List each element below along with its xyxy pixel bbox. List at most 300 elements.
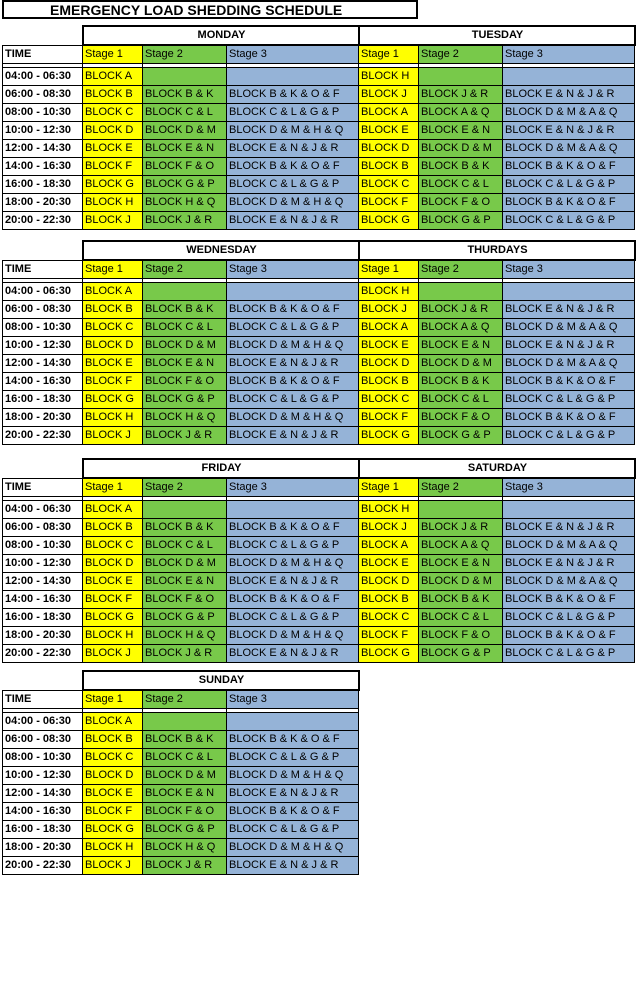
stage-3-cell: BLOCK D & M & H & Q: [227, 194, 359, 212]
schedule-row: [3, 785, 359, 803]
stage-2-cell: BLOCK B & K: [419, 158, 503, 176]
time-slot: 14:00 - 16:30: [3, 591, 83, 609]
stage-1-cell: BLOCK F: [359, 627, 419, 645]
stage-3-cell: BLOCK D & M & H & Q: [227, 839, 359, 857]
time-header: TIME: [3, 690, 83, 709]
schedule-row: [3, 122, 635, 140]
stage-2-cell: BLOCK E & N: [143, 355, 227, 373]
stage-3-cell: BLOCK D & M & A & Q: [503, 104, 635, 122]
schedule-row: [3, 427, 635, 445]
stage-2-cell: BLOCK F & O: [419, 627, 503, 645]
stage-2-cell: BLOCK B & K: [143, 519, 227, 537]
stage-1-cell: BLOCK B: [359, 158, 419, 176]
stage-1-cell: BLOCK G: [83, 609, 143, 627]
stage-1-cell: BLOCK C: [83, 749, 143, 767]
stage-1-cell: BLOCK B: [83, 86, 143, 104]
time-slot: 06:00 - 08:30: [3, 86, 83, 104]
stage-3-cell: BLOCK B & K & O & F: [503, 373, 635, 391]
time-slot: 12:00 - 14:30: [3, 140, 83, 158]
time-slot: 14:00 - 16:30: [3, 158, 83, 176]
schedule-row: [3, 337, 635, 355]
stage-1-cell: BLOCK F: [83, 803, 143, 821]
time-slot: 18:00 - 20:30: [3, 839, 83, 857]
stage-1-cell: BLOCK J: [83, 857, 143, 875]
stage-1-cell: BLOCK E: [359, 555, 419, 573]
stage-1-cell: BLOCK E: [83, 355, 143, 373]
stage-2-cell: BLOCK G & P: [419, 645, 503, 663]
time-slot: 18:00 - 20:30: [3, 194, 83, 212]
stage-2-cell: BLOCK C & L: [419, 391, 503, 409]
stage-1-cell: BLOCK D: [359, 355, 419, 373]
stage-1-cell: BLOCK B: [83, 301, 143, 319]
stage-3-cell: BLOCK C & L & G & P: [227, 749, 359, 767]
stage-1-cell: BLOCK A: [359, 319, 419, 337]
stage-2-header: Stage 2: [143, 690, 227, 709]
stage-1-header: Stage 1: [83, 260, 143, 279]
stage-1-cell: BLOCK F: [83, 591, 143, 609]
stage-1-cell: BLOCK B: [359, 591, 419, 609]
stage-1-cell: BLOCK E: [359, 122, 419, 140]
stage-2-cell: BLOCK G & P: [143, 176, 227, 194]
stage-2-cell: BLOCK J & R: [143, 212, 227, 230]
stage-2-cell: [143, 283, 227, 301]
schedule-row: [3, 821, 359, 839]
stage-3-cell: BLOCK E & N & J & R: [227, 645, 359, 663]
stage-3-cell: BLOCK E & N & J & R: [227, 857, 359, 875]
time-slot: 20:00 - 22:30: [3, 857, 83, 875]
schedule-row: [3, 591, 635, 609]
stage-2-cell: BLOCK C & L: [143, 749, 227, 767]
schedule-row: [3, 104, 635, 122]
stage-1-cell: BLOCK F: [359, 194, 419, 212]
schedule-row: [3, 767, 359, 785]
header-spacer: [3, 671, 83, 690]
stage-3-cell: BLOCK E & N & J & R: [227, 573, 359, 591]
time-slot: 20:00 - 22:30: [3, 645, 83, 663]
day-header: SATURDAY: [359, 459, 635, 478]
time-header: TIME: [3, 260, 83, 279]
stage-2-cell: BLOCK F & O: [419, 409, 503, 427]
schedule-row: [3, 749, 359, 767]
stage-3-cell: [503, 283, 635, 301]
schedule-row: [3, 519, 635, 537]
stage-3-header: Stage 3: [503, 478, 635, 497]
schedule-row: [3, 555, 635, 573]
time-slot: 10:00 - 12:30: [3, 767, 83, 785]
stage-1-header: Stage 1: [359, 45, 419, 64]
stage-3-cell: BLOCK D & M & H & Q: [227, 409, 359, 427]
stage-1-cell: BLOCK J: [359, 86, 419, 104]
stage-3-cell: BLOCK B & K & O & F: [227, 731, 359, 749]
schedule-block: [2, 670, 360, 875]
time-slot: 16:00 - 18:30: [3, 176, 83, 194]
stage-3-header: Stage 3: [227, 690, 359, 709]
time-slot: 12:00 - 14:30: [3, 355, 83, 373]
stage-2-cell: BLOCK G & P: [143, 821, 227, 839]
stage-3-cell: BLOCK C & L & G & P: [227, 537, 359, 555]
time-slot: 08:00 - 10:30: [3, 104, 83, 122]
time-slot: 20:00 - 22:30: [3, 212, 83, 230]
stage-1-cell: BLOCK H: [359, 501, 419, 519]
stage-2-cell: [419, 283, 503, 301]
stage-2-cell: BLOCK D & M: [419, 355, 503, 373]
stage-3-cell: BLOCK D & M & H & Q: [227, 122, 359, 140]
stage-2-cell: [143, 713, 227, 731]
stage-3-header: Stage 3: [227, 260, 359, 279]
time-slot: 04:00 - 06:30: [3, 283, 83, 301]
stage-1-cell: BLOCK B: [83, 519, 143, 537]
stage-1-cell: BLOCK A: [83, 713, 143, 731]
stage-1-cell: BLOCK G: [83, 391, 143, 409]
stage-2-cell: BLOCK J & R: [419, 86, 503, 104]
stage-2-cell: BLOCK A & Q: [419, 104, 503, 122]
stage-1-cell: BLOCK J: [359, 519, 419, 537]
stage-1-header: Stage 1: [359, 478, 419, 497]
stage-2-cell: BLOCK D & M: [143, 767, 227, 785]
schedule-row: [3, 140, 635, 158]
stage-2-cell: BLOCK B & K: [419, 591, 503, 609]
day-header: SUNDAY: [83, 671, 359, 690]
stage-2-cell: BLOCK H & Q: [143, 194, 227, 212]
stage-2-cell: BLOCK J & R: [419, 519, 503, 537]
stage-1-cell: BLOCK F: [83, 373, 143, 391]
stage-3-cell: [503, 501, 635, 519]
stage-3-cell: BLOCK B & K & O & F: [503, 591, 635, 609]
stage-1-header: Stage 1: [83, 690, 143, 709]
stage-3-cell: BLOCK D & M & A & Q: [503, 355, 635, 373]
header-spacer: [3, 459, 83, 478]
stage-2-cell: [419, 501, 503, 519]
stage-1-cell: BLOCK C: [83, 104, 143, 122]
stage-3-cell: BLOCK C & L & G & P: [503, 427, 635, 445]
stage-3-cell: BLOCK E & N & J & R: [227, 140, 359, 158]
stage-3-cell: BLOCK B & K & O & F: [227, 86, 359, 104]
day-header: WEDNESDAY: [83, 241, 359, 260]
stage-3-cell: BLOCK C & L & G & P: [227, 821, 359, 839]
schedule-row: [3, 194, 635, 212]
stage-1-cell: BLOCK A: [83, 68, 143, 86]
stage-3-cell: BLOCK D & M & A & Q: [503, 140, 635, 158]
stage-1-cell: BLOCK E: [83, 140, 143, 158]
stage-2-cell: BLOCK E & N: [143, 573, 227, 591]
stage-2-cell: BLOCK F & O: [143, 158, 227, 176]
stage-2-header: Stage 2: [143, 478, 227, 497]
stage-3-cell: BLOCK D & M & A & Q: [503, 537, 635, 555]
stage-1-header: Stage 1: [83, 478, 143, 497]
schedule-row: [3, 609, 635, 627]
stage-3-cell: BLOCK E & N & J & R: [503, 86, 635, 104]
stage-2-cell: BLOCK E & N: [143, 140, 227, 158]
stage-1-cell: BLOCK A: [83, 501, 143, 519]
time-slot: 10:00 - 12:30: [3, 555, 83, 573]
stage-1-cell: BLOCK D: [83, 555, 143, 573]
stage-3-cell: BLOCK D & M & A & Q: [503, 319, 635, 337]
stage-3-header: Stage 3: [227, 45, 359, 64]
stage-1-cell: BLOCK C: [83, 319, 143, 337]
time-slot: 04:00 - 06:30: [3, 713, 83, 731]
schedule-row: [3, 86, 635, 104]
stage-3-cell: BLOCK B & K & O & F: [227, 301, 359, 319]
stage-2-cell: BLOCK J & R: [143, 427, 227, 445]
time-slot: 20:00 - 22:30: [3, 427, 83, 445]
stage-3-cell: BLOCK C & L & G & P: [503, 609, 635, 627]
time-slot: 16:00 - 18:30: [3, 391, 83, 409]
stage-2-cell: BLOCK C & L: [143, 319, 227, 337]
stage-3-cell: BLOCK C & L & G & P: [227, 391, 359, 409]
stage-3-cell: BLOCK C & L & G & P: [503, 645, 635, 663]
time-header: TIME: [3, 478, 83, 497]
stage-2-cell: BLOCK D & M: [143, 337, 227, 355]
stage-1-cell: BLOCK F: [359, 409, 419, 427]
stage-3-cell: BLOCK D & M & H & Q: [227, 627, 359, 645]
time-slot: 08:00 - 10:30: [3, 537, 83, 555]
stage-1-cell: BLOCK D: [359, 573, 419, 591]
stage-1-cell: BLOCK C: [359, 609, 419, 627]
stage-2-cell: BLOCK G & P: [419, 427, 503, 445]
stage-2-header: Stage 2: [419, 478, 503, 497]
stage-2-cell: BLOCK F & O: [143, 373, 227, 391]
schedule-block: [2, 25, 636, 230]
stage-1-cell: BLOCK A: [359, 537, 419, 555]
stage-3-cell: BLOCK B & K & O & F: [503, 194, 635, 212]
time-slot: 08:00 - 10:30: [3, 749, 83, 767]
schedule-row: [3, 573, 635, 591]
stage-3-cell: BLOCK E & N & J & R: [503, 337, 635, 355]
schedule-row: [3, 803, 359, 821]
schedule-row: [3, 158, 635, 176]
stage-2-cell: BLOCK J & R: [143, 645, 227, 663]
stage-2-cell: BLOCK J & R: [143, 857, 227, 875]
schedule-row: [3, 731, 359, 749]
stage-1-cell: BLOCK E: [83, 573, 143, 591]
stage-1-cell: BLOCK A: [83, 283, 143, 301]
stage-2-cell: BLOCK C & L: [143, 537, 227, 555]
stage-1-cell: BLOCK E: [83, 785, 143, 803]
schedule-row: [3, 839, 359, 857]
day-header: MONDAY: [83, 26, 359, 45]
stage-1-header: Stage 1: [83, 45, 143, 64]
time-slot: 12:00 - 14:30: [3, 573, 83, 591]
stage-2-cell: BLOCK J & R: [419, 301, 503, 319]
stage-1-cell: BLOCK G: [359, 212, 419, 230]
stage-1-cell: BLOCK H: [83, 194, 143, 212]
stage-1-cell: BLOCK D: [83, 767, 143, 785]
time-slot: 12:00 - 14:30: [3, 785, 83, 803]
day-header: TUESDAY: [359, 26, 635, 45]
stage-2-cell: BLOCK A & Q: [419, 537, 503, 555]
time-slot: 16:00 - 18:30: [3, 609, 83, 627]
time-slot: 14:00 - 16:30: [3, 373, 83, 391]
schedule-row: [3, 645, 635, 663]
stage-3-cell: BLOCK C & L & G & P: [227, 609, 359, 627]
stage-1-cell: BLOCK H: [83, 839, 143, 857]
stage-2-cell: BLOCK D & M: [419, 140, 503, 158]
stage-1-cell: BLOCK H: [83, 627, 143, 645]
stage-2-header: Stage 2: [143, 260, 227, 279]
stage-3-cell: BLOCK B & K & O & F: [503, 409, 635, 427]
stage-3-cell: BLOCK E & N & J & R: [503, 122, 635, 140]
stage-1-header: Stage 1: [359, 260, 419, 279]
schedule-row: [3, 319, 635, 337]
stage-1-cell: BLOCK D: [359, 140, 419, 158]
stage-3-cell: BLOCK C & L & G & P: [503, 176, 635, 194]
time-slot: 04:00 - 06:30: [3, 68, 83, 86]
stage-1-cell: BLOCK G: [359, 427, 419, 445]
stage-1-cell: BLOCK G: [83, 176, 143, 194]
stage-2-cell: BLOCK C & L: [419, 176, 503, 194]
stage-2-cell: BLOCK C & L: [419, 609, 503, 627]
stage-3-cell: BLOCK B & K & O & F: [227, 803, 359, 821]
schedule-row: [3, 212, 635, 230]
stage-3-cell: [227, 68, 359, 86]
time-slot: 14:00 - 16:30: [3, 803, 83, 821]
stage-2-cell: BLOCK D & M: [419, 573, 503, 591]
stage-2-cell: BLOCK H & Q: [143, 839, 227, 857]
stage-1-cell: BLOCK H: [359, 283, 419, 301]
stage-1-cell: BLOCK E: [359, 337, 419, 355]
stage-3-cell: BLOCK D & M & H & Q: [227, 767, 359, 785]
stage-1-cell: BLOCK F: [83, 158, 143, 176]
time-slot: 18:00 - 20:30: [3, 627, 83, 645]
stage-2-cell: BLOCK E & N: [419, 337, 503, 355]
stage-2-cell: BLOCK F & O: [419, 194, 503, 212]
stage-3-cell: BLOCK E & N & J & R: [503, 555, 635, 573]
schedule-row: [3, 409, 635, 427]
time-slot: 18:00 - 20:30: [3, 409, 83, 427]
time-slot: 16:00 - 18:30: [3, 821, 83, 839]
stage-3-cell: BLOCK D & M & H & Q: [227, 555, 359, 573]
day-header: THURDAYS: [359, 241, 635, 260]
stage-2-cell: BLOCK B & K: [419, 373, 503, 391]
stage-3-cell: BLOCK E & N & J & R: [227, 355, 359, 373]
day-header: FRIDAY: [83, 459, 359, 478]
stage-3-cell: BLOCK B & K & O & F: [227, 519, 359, 537]
stage-2-cell: BLOCK B & K: [143, 731, 227, 749]
schedule-row: [3, 373, 635, 391]
time-slot: 06:00 - 08:30: [3, 731, 83, 749]
stage-1-cell: BLOCK C: [359, 176, 419, 194]
stage-2-header: Stage 2: [143, 45, 227, 64]
stage-3-cell: BLOCK C & L & G & P: [503, 391, 635, 409]
stage-2-cell: BLOCK E & N: [143, 785, 227, 803]
schedule-row: [3, 301, 635, 319]
stage-2-cell: BLOCK G & P: [143, 391, 227, 409]
header-spacer: [3, 241, 83, 260]
time-slot: 10:00 - 12:30: [3, 122, 83, 140]
stage-3-cell: BLOCK B & K & O & F: [227, 591, 359, 609]
stage-3-cell: [503, 68, 635, 86]
stage-2-cell: BLOCK E & N: [419, 122, 503, 140]
stage-1-cell: BLOCK G: [83, 821, 143, 839]
stage-2-cell: BLOCK A & Q: [419, 319, 503, 337]
stage-1-cell: BLOCK J: [359, 301, 419, 319]
stage-3-cell: BLOCK B & K & O & F: [227, 158, 359, 176]
stage-2-cell: [143, 68, 227, 86]
stage-3-cell: BLOCK B & K & O & F: [503, 627, 635, 645]
schedule-row: [3, 176, 635, 194]
stage-3-cell: BLOCK B & K & O & F: [503, 158, 635, 176]
stage-2-cell: BLOCK C & L: [143, 104, 227, 122]
stage-1-cell: BLOCK J: [83, 645, 143, 663]
stage-2-cell: [419, 68, 503, 86]
stage-1-cell: BLOCK C: [83, 537, 143, 555]
time-header: TIME: [3, 45, 83, 64]
stage-3-cell: BLOCK C & L & G & P: [227, 176, 359, 194]
stage-3-cell: BLOCK C & L & G & P: [503, 212, 635, 230]
schedule-row: [3, 355, 635, 373]
time-slot: 06:00 - 08:30: [3, 301, 83, 319]
time-slot: 08:00 - 10:30: [3, 319, 83, 337]
stage-1-cell: BLOCK C: [359, 391, 419, 409]
stage-1-cell: BLOCK H: [359, 68, 419, 86]
stage-2-cell: BLOCK D & M: [143, 555, 227, 573]
stage-2-cell: [143, 501, 227, 519]
stage-3-cell: BLOCK E & N & J & R: [503, 301, 635, 319]
stage-3-cell: BLOCK D & M & H & Q: [227, 337, 359, 355]
time-slot: 04:00 - 06:30: [3, 501, 83, 519]
stage-3-cell: BLOCK D & M & A & Q: [503, 573, 635, 591]
stage-1-cell: BLOCK A: [359, 104, 419, 122]
schedule-block: [2, 458, 636, 663]
stage-3-header: Stage 3: [503, 45, 635, 64]
schedule-row: [3, 391, 635, 409]
stage-2-cell: BLOCK F & O: [143, 803, 227, 821]
page-title: EMERGENCY LOAD SHEDDING SCHEDULE: [2, 0, 418, 19]
stage-2-cell: BLOCK E & N: [419, 555, 503, 573]
stage-3-cell: BLOCK B & K & O & F: [227, 373, 359, 391]
schedule-row: [3, 537, 635, 555]
stage-3-cell: BLOCK E & N & J & R: [227, 427, 359, 445]
stage-2-cell: BLOCK G & P: [419, 212, 503, 230]
stage-3-cell: [227, 713, 359, 731]
schedule-row: [3, 627, 635, 645]
stage-3-cell: BLOCK E & N & J & R: [227, 785, 359, 803]
stage-3-cell: BLOCK C & L & G & P: [227, 104, 359, 122]
stage-1-cell: BLOCK J: [83, 212, 143, 230]
time-slot: 06:00 - 08:30: [3, 519, 83, 537]
stage-2-cell: BLOCK G & P: [143, 609, 227, 627]
stage-2-cell: BLOCK B & K: [143, 86, 227, 104]
stage-1-cell: BLOCK H: [83, 409, 143, 427]
stage-2-cell: BLOCK B & K: [143, 301, 227, 319]
time-slot: 10:00 - 12:30: [3, 337, 83, 355]
stage-3-cell: BLOCK C & L & G & P: [227, 319, 359, 337]
stage-2-header: Stage 2: [419, 260, 503, 279]
stage-3-cell: [227, 501, 359, 519]
stage-2-cell: BLOCK H & Q: [143, 627, 227, 645]
stage-1-cell: BLOCK D: [83, 122, 143, 140]
stage-2-cell: BLOCK D & M: [143, 122, 227, 140]
stage-1-cell: BLOCK D: [83, 337, 143, 355]
stage-1-cell: BLOCK J: [83, 427, 143, 445]
stage-1-cell: BLOCK G: [359, 645, 419, 663]
schedule-row: [3, 857, 359, 875]
schedule-row: [3, 713, 359, 731]
stage-2-cell: BLOCK F & O: [143, 591, 227, 609]
schedule-row: [3, 283, 635, 301]
stage-3-cell: [227, 283, 359, 301]
schedule-row: [3, 501, 635, 519]
stage-1-cell: BLOCK B: [359, 373, 419, 391]
header-spacer: [3, 26, 83, 45]
stage-3-header: Stage 3: [227, 478, 359, 497]
stage-3-cell: BLOCK E & N & J & R: [227, 212, 359, 230]
stage-1-cell: BLOCK B: [83, 731, 143, 749]
schedule-row: [3, 68, 635, 86]
stage-3-header: Stage 3: [503, 260, 635, 279]
stage-3-cell: BLOCK E & N & J & R: [503, 519, 635, 537]
stage-2-cell: BLOCK H & Q: [143, 409, 227, 427]
